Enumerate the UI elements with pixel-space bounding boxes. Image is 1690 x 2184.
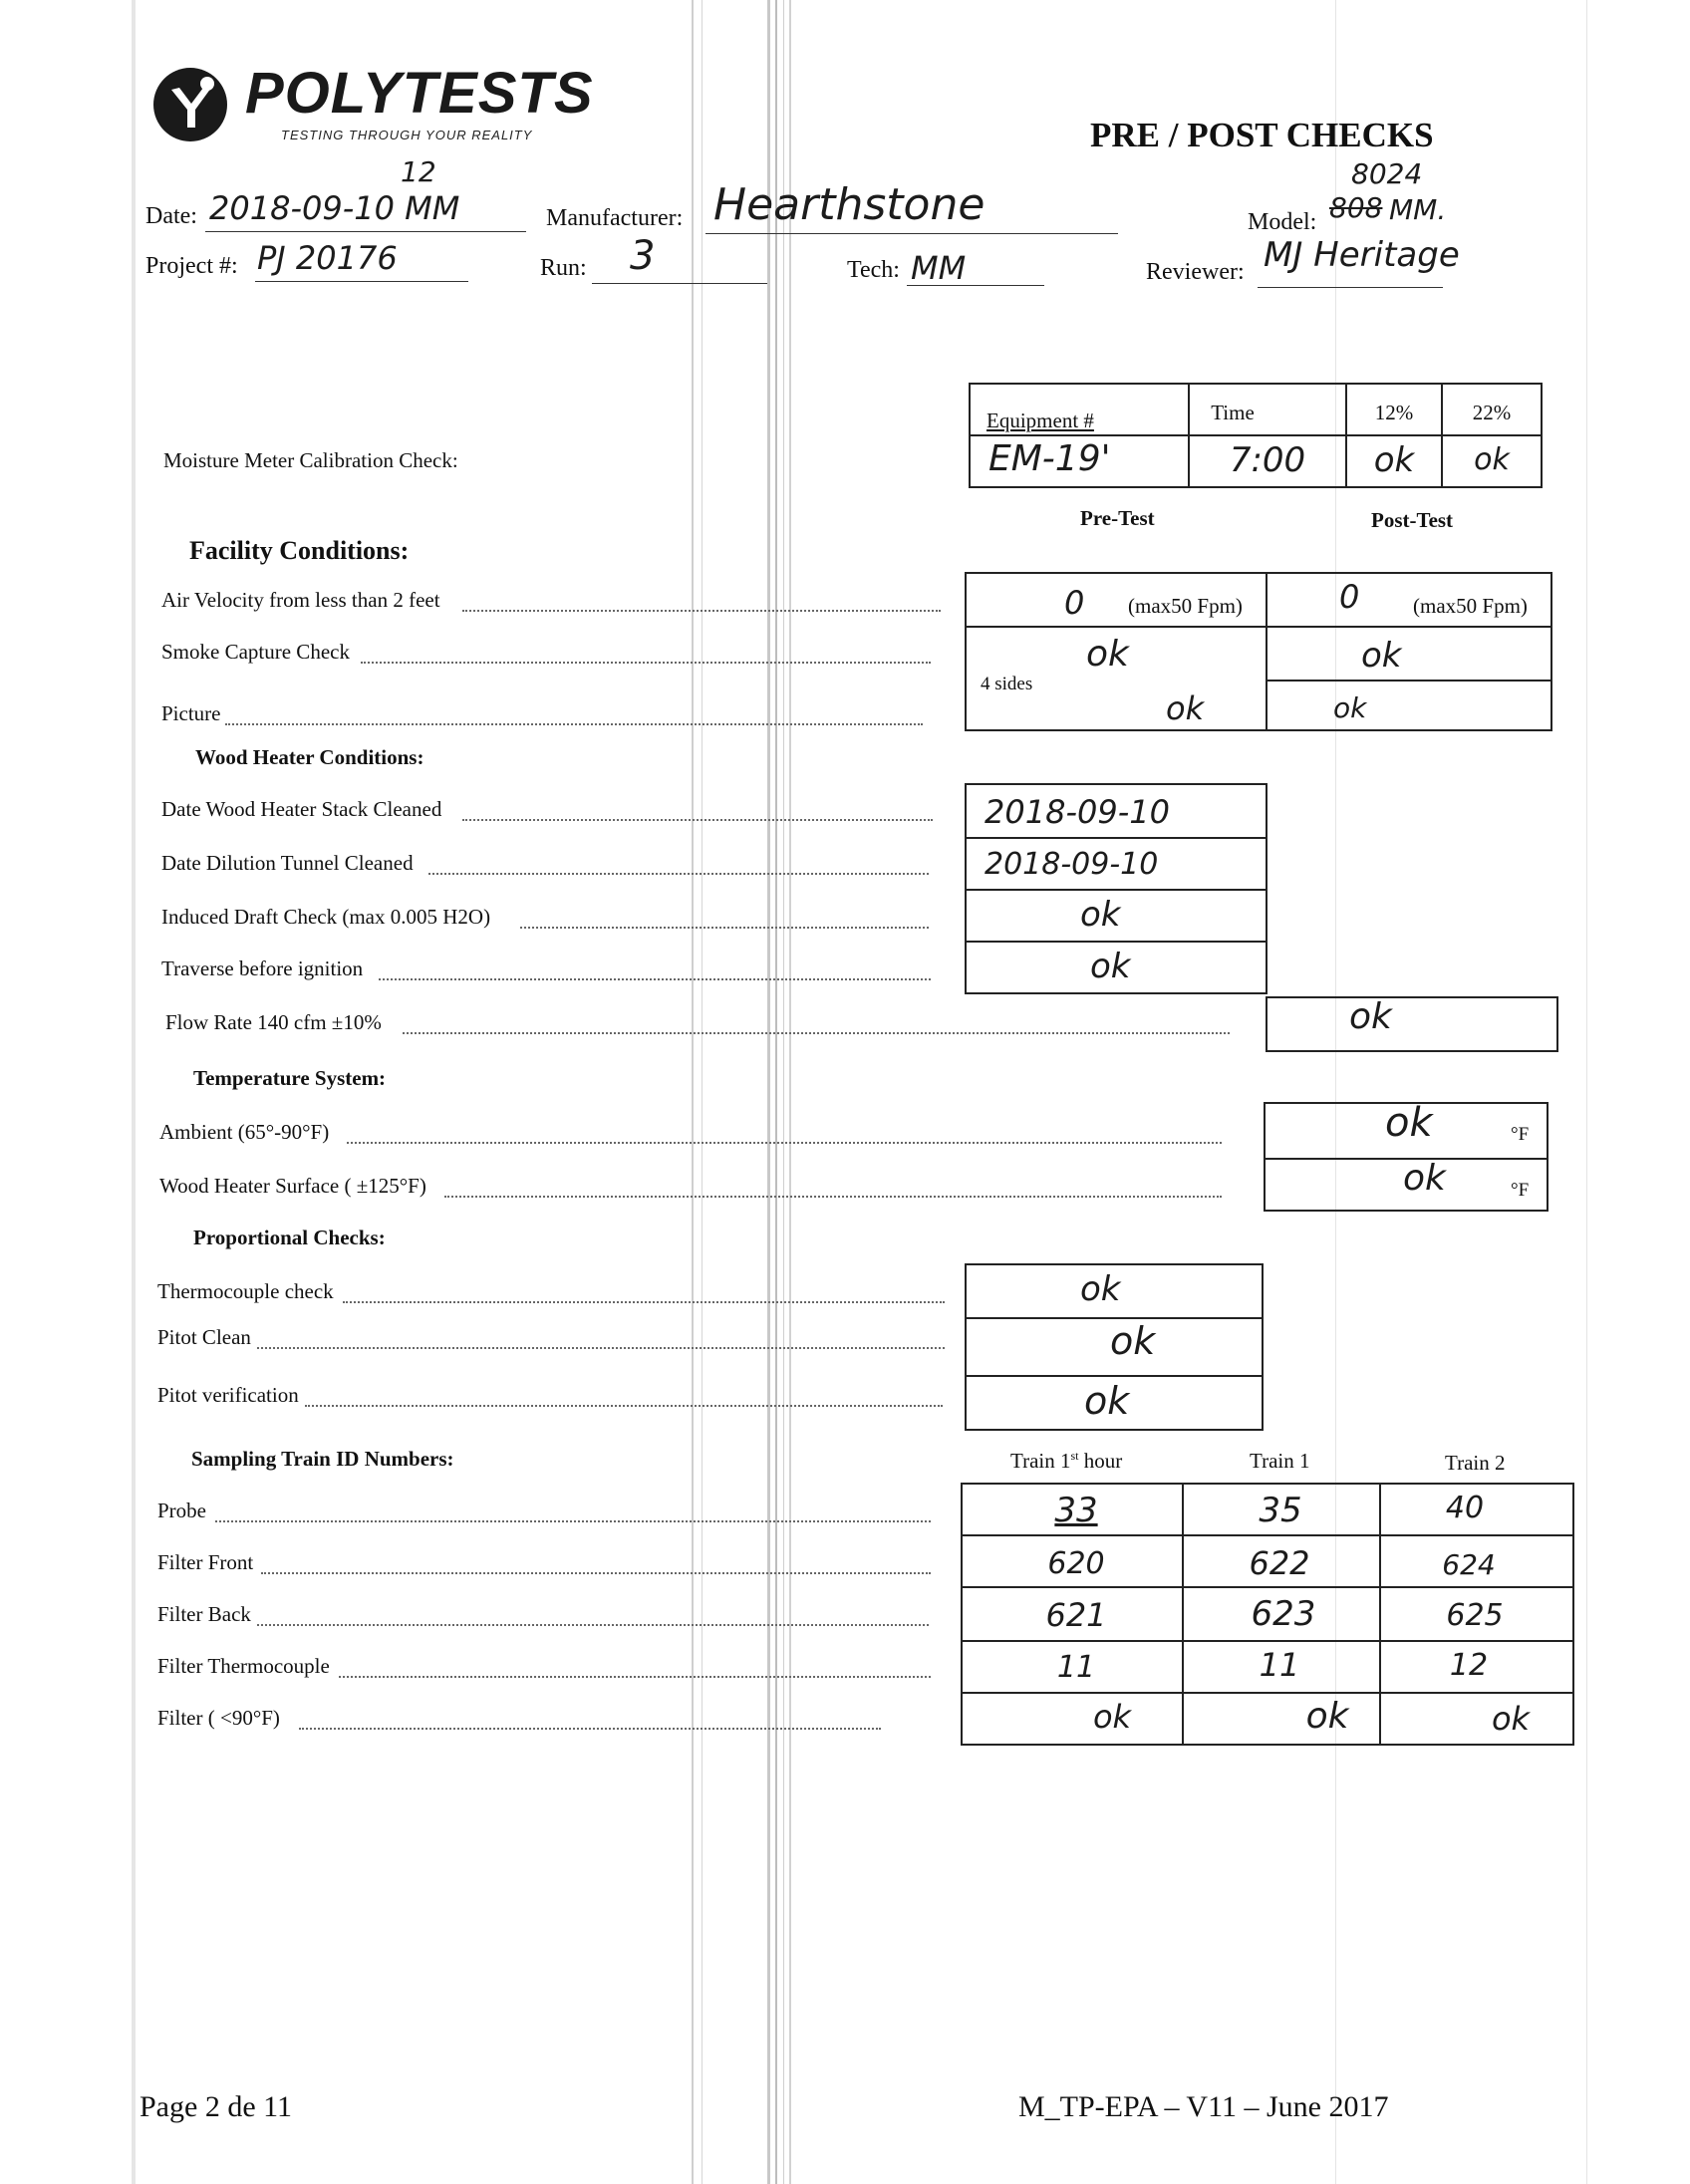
flow-rate-box xyxy=(1266,996,1558,1052)
moisture-22-value[interactable]: ok xyxy=(1474,442,1510,477)
polytests-logo-icon xyxy=(151,66,229,143)
moisture-header-12: 12% xyxy=(1374,401,1414,424)
stack-cleaned-label: Date Wood Heater Stack Cleaned xyxy=(161,797,442,821)
scan-fold-line xyxy=(1335,0,1336,2184)
run-field[interactable]: 3 xyxy=(630,233,656,279)
filter-thermocouple-train-1[interactable]: 11 xyxy=(1259,1646,1300,1684)
pitot-verification-leader xyxy=(305,1405,943,1407)
facility-table-col xyxy=(1266,572,1268,731)
manufacturer-field[interactable]: Hearthstone xyxy=(713,179,986,230)
stack-cleaned-leader xyxy=(462,819,933,821)
filter-temperature-train-1[interactable]: ok xyxy=(1305,1696,1349,1737)
probe-train-2[interactable]: 40 xyxy=(1445,1491,1485,1525)
air-velocity-post-max: (max50 Fpm) xyxy=(1413,594,1528,618)
flow-rate-label: Flow Rate 140 cfm ±10% xyxy=(165,1010,382,1034)
temperature-heading: Temperature System: xyxy=(193,1066,387,1090)
facility-heading: Facility Conditions: xyxy=(189,536,410,565)
moisture-check-label: Moisture Meter Calibration Check: xyxy=(163,448,458,472)
manufacturer-underline xyxy=(705,233,1118,234)
air-velocity-pre[interactable]: 0 xyxy=(1064,584,1085,622)
sampling-table-col xyxy=(1182,1483,1184,1746)
moisture-header-equipment: Equipment # xyxy=(986,409,1094,432)
ambient-label: Ambient (65°-90°F) xyxy=(159,1120,330,1144)
moisture-header-time: Time xyxy=(1211,401,1255,424)
facility-table-row xyxy=(1266,680,1552,682)
wood-heater-table-row xyxy=(965,889,1268,891)
logo xyxy=(151,61,594,151)
filter-back-leader xyxy=(257,1624,929,1626)
filter-temperature-leader xyxy=(299,1728,881,1730)
reviewer-label: Reviewer: xyxy=(1146,259,1245,285)
post-test-label: Post-Test xyxy=(1371,508,1454,532)
traverse-label: Traverse before ignition xyxy=(161,956,364,980)
sampling-col-train-1: Train 1 xyxy=(1250,1449,1310,1473)
air-velocity-pre-max: (max50 Fpm) xyxy=(1128,594,1243,618)
tech-field[interactable]: MM xyxy=(911,249,967,287)
scan-fold-line xyxy=(783,0,784,2184)
tunnel-cleaned-label: Date Dilution Tunnel Cleaned xyxy=(161,851,414,875)
pitot-clean-label: Pitot Clean xyxy=(157,1325,251,1349)
pitot-verification-value[interactable]: ok xyxy=(1084,1379,1130,1423)
probe-leader xyxy=(215,1520,931,1522)
air-velocity-label: Air Velocity from less than 2 feet xyxy=(161,588,440,612)
date-label: Date: xyxy=(145,203,197,229)
page-number: Page 2 de 11 xyxy=(140,2090,293,2123)
filter-temperature-label: Filter ( <90°F) xyxy=(157,1706,280,1730)
filter-front-leader xyxy=(261,1572,931,1574)
moisture-12-value[interactable]: ok xyxy=(1373,440,1415,480)
project-field[interactable]: PJ 20176 xyxy=(257,239,398,277)
facility-table-row xyxy=(965,626,1552,628)
moisture-equipment-value[interactable]: EM-19' xyxy=(988,438,1111,479)
traverse-leader xyxy=(379,978,931,980)
smoke-capture-pre[interactable]: ok xyxy=(1086,634,1129,675)
surface-leader xyxy=(444,1196,1222,1198)
sampling-table-row xyxy=(961,1640,1574,1642)
brand-tagline: TESTING THROUGH YOUR REALITY xyxy=(281,128,533,142)
model-struck-value: 808 xyxy=(1329,191,1383,224)
smoke-capture-post[interactable]: ok xyxy=(1361,636,1402,676)
air-velocity-post[interactable]: 0 xyxy=(1339,578,1360,616)
scan-fold-line xyxy=(692,0,694,2184)
filter-thermocouple-leader xyxy=(339,1676,931,1678)
sampling-table-row xyxy=(961,1692,1574,1694)
pitot-clean-leader xyxy=(257,1347,945,1349)
manufacturer-label: Manufacturer: xyxy=(546,205,684,231)
surface-unit: °F xyxy=(1511,1180,1530,1201)
filter-back-train-2[interactable]: 625 xyxy=(1446,1598,1504,1633)
picture-post[interactable]: ok xyxy=(1333,691,1367,724)
pitot-clean-value[interactable]: ok xyxy=(1110,1319,1156,1363)
sampling-table-row xyxy=(961,1586,1574,1588)
filter-back-label: Filter Back xyxy=(157,1602,251,1626)
filter-temperature-first-hour[interactable]: ok xyxy=(1092,1698,1132,1736)
sampling-col-first-hour: Train 1st hour xyxy=(1010,1449,1123,1473)
model-field[interactable]: MM. xyxy=(1389,193,1447,226)
filter-front-label: Filter Front xyxy=(157,1550,254,1574)
pitot-verification-label: Pitot verification xyxy=(157,1383,299,1407)
wood-heater-table-row xyxy=(965,941,1268,943)
induced-draft-value[interactable]: ok xyxy=(1080,895,1121,935)
scan-fold-line xyxy=(702,0,703,2184)
run-label: Run: xyxy=(540,255,587,281)
reviewer-underline xyxy=(1258,287,1443,288)
scan-fold-line xyxy=(767,0,770,2184)
proportional-heading: Proportional Checks: xyxy=(193,1226,386,1249)
date-field[interactable]: 2018-09-10 MM xyxy=(209,189,460,227)
probe-label: Probe xyxy=(157,1499,206,1522)
flow-rate-value[interactable]: ok xyxy=(1349,996,1392,1037)
ambient-unit: °F xyxy=(1511,1124,1530,1145)
scan-fold-line xyxy=(775,0,777,2184)
filter-thermocouple-first-hour[interactable]: 11 xyxy=(1056,1650,1096,1685)
surface-label: Wood Heater Surface ( ±125°F) xyxy=(159,1174,426,1198)
moisture-time-value[interactable]: 7:00 xyxy=(1229,440,1306,480)
thermocouple-check-value[interactable]: ok xyxy=(1080,1269,1121,1309)
tunnel-cleaned-value[interactable]: 2018-09-10 xyxy=(985,847,1159,882)
filter-thermocouple-label: Filter Thermocouple xyxy=(157,1654,330,1678)
moisture-header-22: 22% xyxy=(1472,401,1512,424)
wood-heater-heading: Wood Heater Conditions: xyxy=(195,745,424,769)
model-label: Model: xyxy=(1248,209,1317,235)
picture-label: Picture xyxy=(161,701,221,725)
ambient-leader xyxy=(347,1142,1222,1144)
date-underline xyxy=(205,231,526,232)
smoke-capture-leader xyxy=(361,662,931,664)
filter-thermocouple-train-2[interactable]: 12 xyxy=(1449,1648,1489,1683)
sampling-heading: Sampling Train ID Numbers: xyxy=(191,1447,454,1471)
picture-sides: 4 sides xyxy=(981,674,1033,694)
scan-edge-line xyxy=(132,0,136,2184)
traverse-value[interactable]: ok xyxy=(1090,947,1131,986)
filter-back-train-1[interactable]: 623 xyxy=(1251,1594,1316,1634)
flow-rate-leader xyxy=(403,1032,1230,1034)
proportional-table-row xyxy=(965,1375,1264,1377)
picture-pre[interactable]: ok xyxy=(1166,689,1205,727)
probe-train-1[interactable]: 35 xyxy=(1259,1491,1302,1530)
filter-temperature-train-2[interactable]: ok xyxy=(1491,1700,1531,1738)
induced-draft-leader xyxy=(520,927,929,929)
wood-heater-table-row xyxy=(965,837,1268,839)
thermocouple-check-leader xyxy=(343,1301,945,1303)
tunnel-cleaned-leader xyxy=(428,873,929,875)
filter-front-train-1[interactable]: 622 xyxy=(1249,1544,1310,1582)
pre-test-label: Pre-Test xyxy=(1080,506,1155,530)
scan-fold-line xyxy=(789,0,791,2184)
project-underline xyxy=(255,281,468,282)
ambient-value[interactable]: ok xyxy=(1385,1100,1433,1146)
sampling-table-col xyxy=(1379,1483,1381,1746)
reviewer-field[interactable]: MJ Heritage xyxy=(1264,235,1460,275)
tech-label: Tech: xyxy=(847,257,900,283)
page-title: PRE / POST CHECKS xyxy=(1090,116,1434,154)
air-velocity-leader xyxy=(462,610,941,612)
document-id: M_TP-EPA – V11 – June 2017 xyxy=(1018,2090,1389,2123)
brand-name: POLYTESTS xyxy=(245,61,594,126)
scan-fold-line xyxy=(1586,0,1587,2184)
sampling-table-row xyxy=(961,1534,1574,1536)
project-label: Project #: xyxy=(145,253,238,279)
picture-leader xyxy=(225,723,923,725)
sampling-col-train-2: Train 2 xyxy=(1445,1451,1506,1475)
probe-first-hour[interactable]: 33 xyxy=(1054,1491,1098,1530)
moisture-table-divider xyxy=(969,434,1543,436)
filter-front-train-2[interactable]: 624 xyxy=(1442,1548,1496,1581)
run-underline xyxy=(592,283,767,284)
filter-back-first-hour[interactable]: 621 xyxy=(1045,1596,1107,1634)
smoke-capture-label: Smoke Capture Check xyxy=(161,640,350,664)
model-correction: 8024 xyxy=(1351,157,1423,190)
date-correction: 12 xyxy=(401,155,436,188)
stack-cleaned-value[interactable]: 2018-09-10 xyxy=(985,793,1170,831)
induced-draft-label: Induced Draft Check (max 0.005 H2O) xyxy=(161,905,491,929)
filter-front-first-hour[interactable]: 620 xyxy=(1047,1546,1105,1581)
thermocouple-check-label: Thermocouple check xyxy=(157,1279,334,1303)
surface-value[interactable]: ok xyxy=(1403,1158,1446,1199)
